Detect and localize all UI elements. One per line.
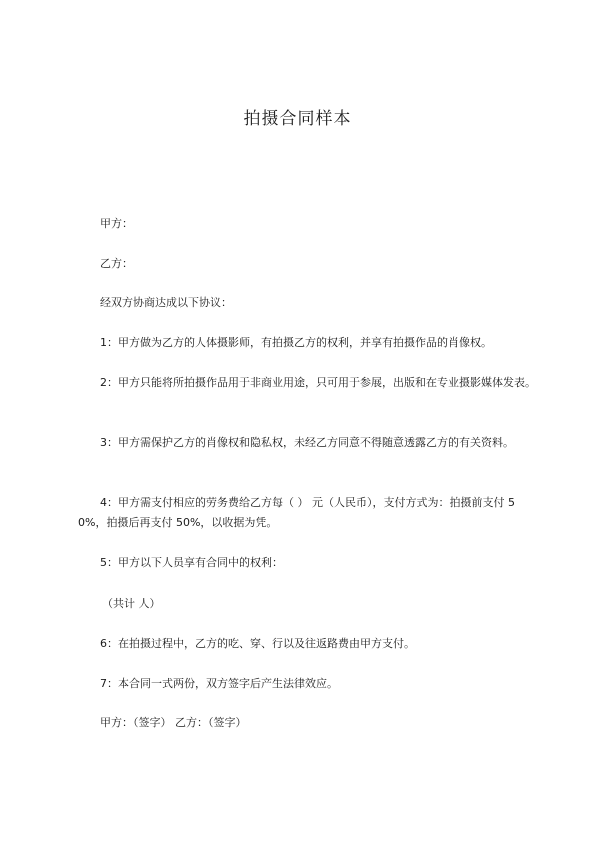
clause-1: 1：甲方做为乙方的人体摄影师，有拍摄乙方的权利，并享有拍摄作品的肖像权。 (100, 336, 492, 349)
clause-2: 2：甲方只能将所拍摄作品用于非商业用途，只可用于参展，出版和在专业摄影媒体发表。 (100, 376, 536, 389)
clause-4: 4：甲方需支付相应的劳务费给乙方每（ ） 元（人民币），支付方式为：拍摄前支付 50%，拍摄后再支付 50%，以收据为凭。 (78, 496, 515, 529)
personnel-count: （共计 人） (102, 597, 161, 610)
party-a-line: 甲方： (100, 217, 133, 230)
clause-5: 5：甲方以下人员享有合同中的权利： (100, 556, 283, 569)
clause-3: 3：甲方需保护乙方的肖像权和隐私权，未经乙方同意不得随意透露乙方的有关资料。 (100, 436, 514, 449)
clause-6: 6：在拍摄过程中，乙方的吃、穿、行以及往返路费由甲方支付。 (100, 637, 415, 650)
document-title: 拍摄合同样本 (243, 109, 352, 129)
signature-line: 甲方：（签字） 乙方：（签字） (100, 716, 247, 729)
agreement-intro: 经双方协商达成以下协议： (100, 296, 232, 309)
party-b-line: 乙方： (100, 257, 133, 270)
clause-7: 7：本合同一式两份，双方签字后产生法律效应。 (100, 677, 338, 690)
